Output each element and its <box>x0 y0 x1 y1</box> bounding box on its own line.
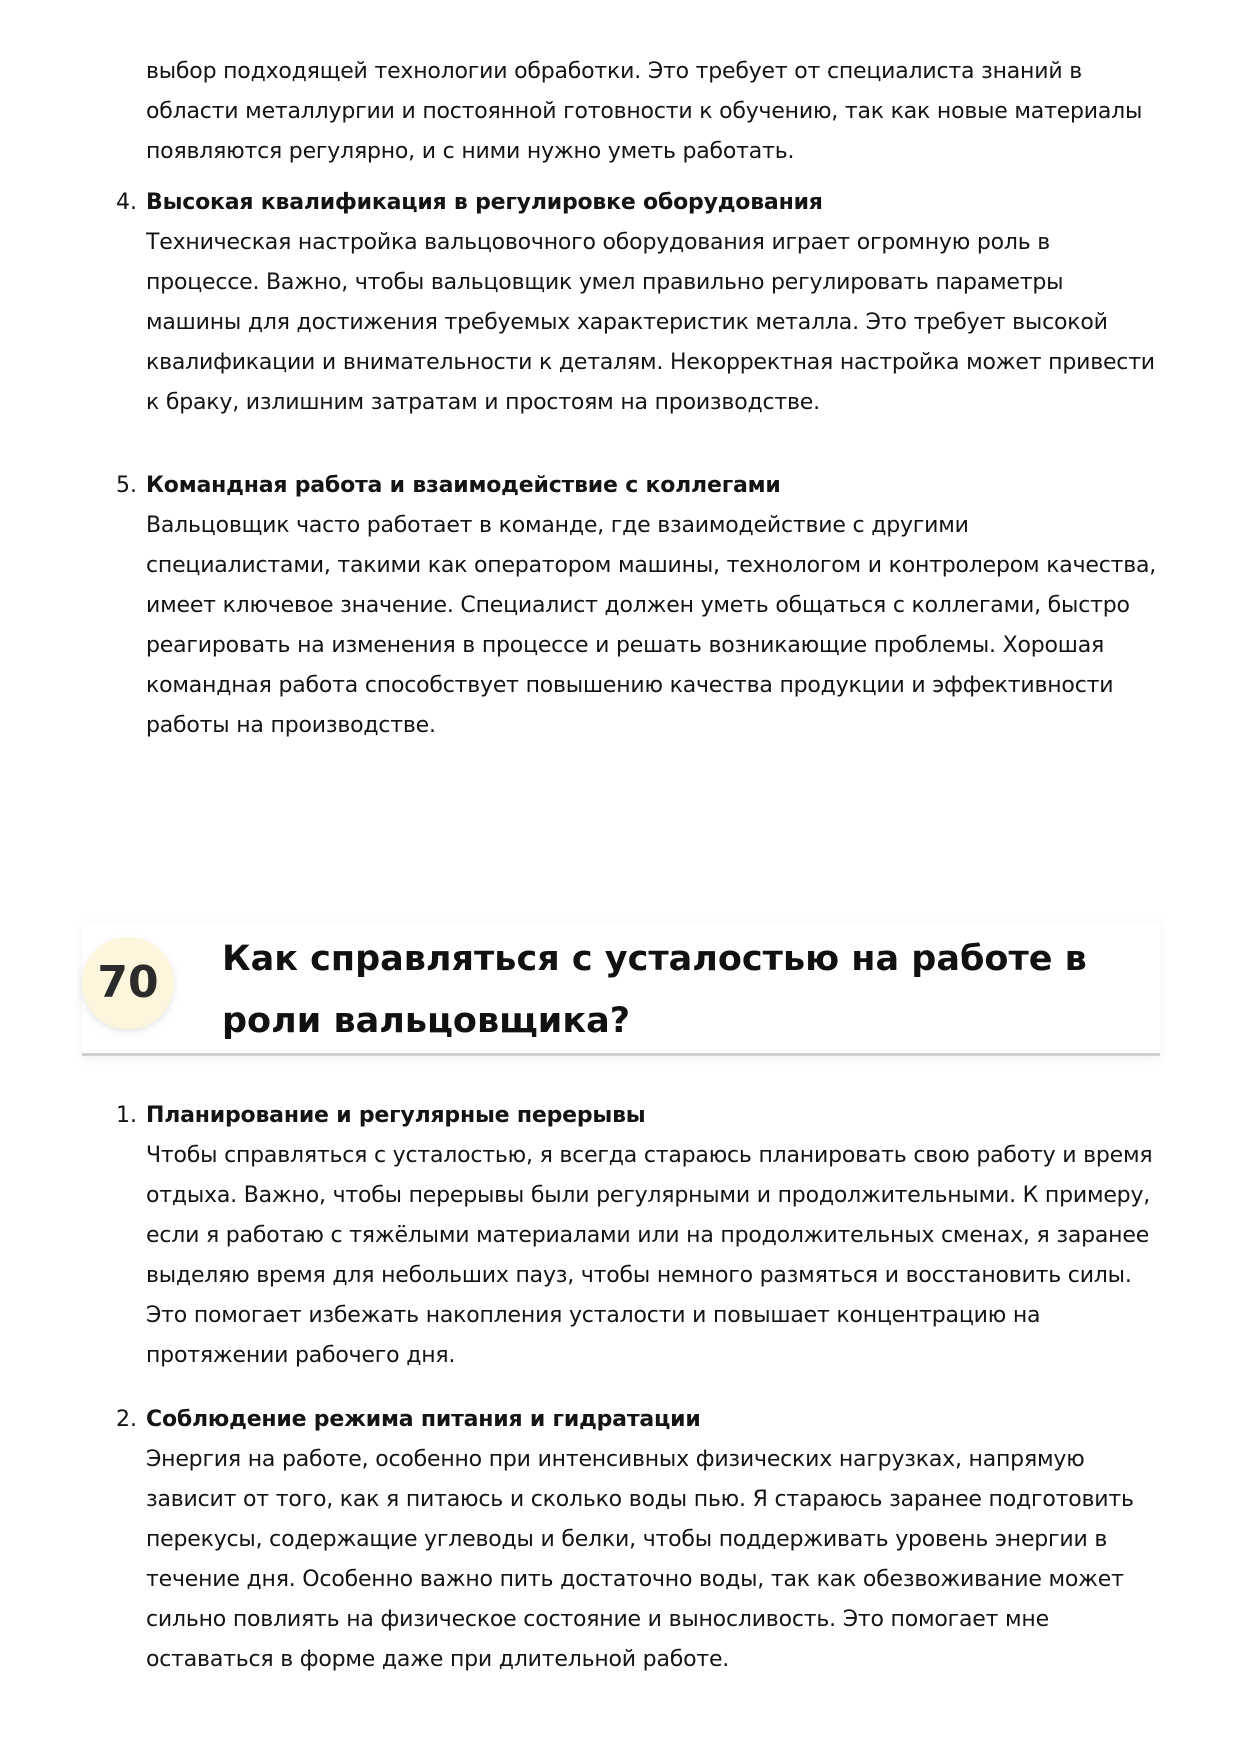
question-title: Как справляться с усталостью на работе в роли вальцовщика? <box>222 939 1087 1041</box>
list-item <box>116 183 1166 423</box>
list-item-body: Техническая настройка вальцовочного оборудования играет огромную роль в процессе. Важно, чтобы вальцовщик умел правильно регулировать параметры машины для достижения требуемых характеристик металла. Это требует высокой квалификации и внимательности к деталям. Некорректная настройка может привести к браку, излишним затратам и простоям на производстве. <box>146 230 1155 415</box>
list-item <box>116 466 1166 746</box>
list-item-body: Вальцовщик часто работает в команде, где взаимодействие с другими специалистами, такими как оператором машины, технологом и контролером качества, имеет ключевое значение. Специалист должен уметь общаться с коллегами, быстро реагировать на изменения в процессе и решать возникающие проблемы. Хорошая командная работа способствует повышению качества продукции и эффективности работы на производстве. <box>146 513 1157 738</box>
list-item-body: Чтобы справляться с усталостью, я всегда стараюсь планировать свою работу и время отдыха. Важно, чтобы перерывы были регулярными и продолжительными. К примеру, если я работаю с тяжёлыми материалами или на продолжительных сменах, я заранее выделяю время для небольших пауз, чтобы немного размяться и восстановить силы. Это помогает избежать накопления усталости и повышает концентрацию на протяжении рабочего дня. <box>146 1143 1153 1368</box>
list-item-number: 4. <box>116 190 137 215</box>
list-item-body: Энергия на работе, особенно при интенсивных физических нагрузках, напрямую зависит от того, как я питаюсь и сколько воды пью. Я стараюсь заранее подготовить перекусы, содержащие углеводы и белки, чтобы поддерживать уровень энергии в течение дня. Особенно важно пить достаточно воды, так как обезвоживание может сильно повлиять на физическое состояние и выносливость. Это помогает мне оставаться в форме даже при длительной работе. <box>146 1447 1134 1672</box>
list-item-title: Соблюдение режима питания и гидратации <box>146 1407 701 1432</box>
list-item-title: Планирование и регулярные перерывы <box>146 1103 646 1128</box>
list-item-number: 1. <box>116 1103 137 1128</box>
list-item-number: 5. <box>116 473 137 498</box>
question-header <box>82 923 1160 1056</box>
list-item-title: Высокая квалификация в регулировке оборудования <box>146 190 823 215</box>
question-number-badge: 70 <box>82 937 174 1029</box>
list-item <box>116 1096 1166 1376</box>
list-item <box>116 1400 1166 1680</box>
list-item-title: Командная работа и взаимодействие с коллегами <box>146 473 781 498</box>
intro-paragraph: выбор подходящей технологии обработки. Это требует от специалиста знаний в области металлургии и постоянной готовности к обучению, так как новые материалы появляются регулярно, и с ними нужно уметь работать. <box>146 59 1143 164</box>
list-item-number: 2. <box>116 1407 137 1432</box>
